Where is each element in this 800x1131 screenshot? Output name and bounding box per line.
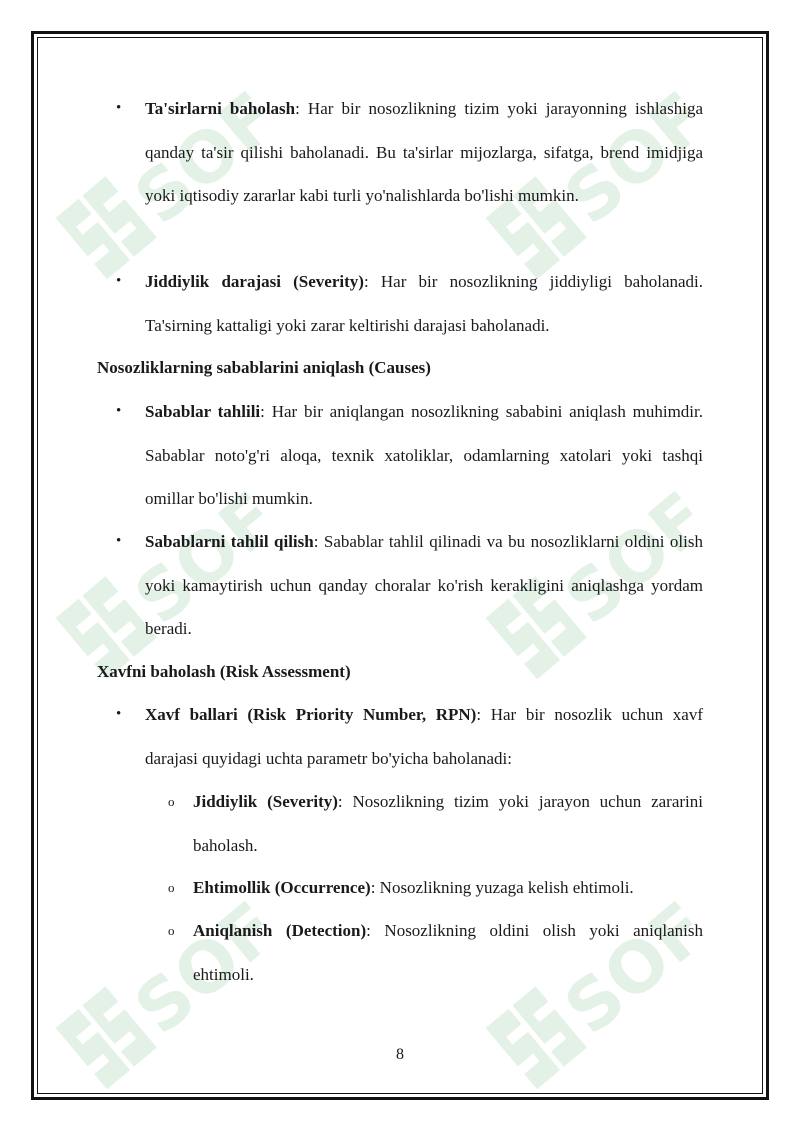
bullet-marker: • (116, 273, 122, 289)
sub-item-jiddiylik (193, 780, 703, 867)
watermark-text: SOFF (549, 454, 733, 641)
sub-bullet-marker: o (168, 794, 175, 809)
section-heading-causes: Nosozliklarning sabablarini aniqlash (Causes) (97, 358, 431, 377)
list-item-sabablarni-tahlil-qilish (145, 520, 703, 651)
bullet-marker: • (116, 100, 122, 116)
watermark-text: SOFF (119, 864, 303, 1051)
list-item-term: Ta'sirlarni baholash (145, 99, 296, 118)
list-item-text: : Har bir nosozlikning tizim yoki jarayonning ishlashiga qanday ta'sir qilishi baholanadi. Bu ta'sirlar mijozlarga, sifatga, brend imidjiga yoki iqtisodiy zararlar kabi turli yo'nalishlarda bo'lishi mumkin. (145, 99, 703, 205)
list-item-term: Sabablarni tahlil qilish (145, 532, 314, 551)
list-item-term: Jiddiylik darajasi (Severity) (145, 272, 364, 291)
list-item-jiddiylik-darajasi (145, 260, 703, 347)
watermark-text: SOFF (549, 864, 733, 1051)
sub-bullet-marker: o (168, 923, 175, 938)
sub-item-aniqlanish (193, 909, 703, 996)
sub-item-text: : Nosozlikning oldini olish yoki aniqlanish ehtimoli. (193, 921, 703, 984)
list-item-text: : Har bir aniqlangan nosozlikning sababini aniqlash muhimdir. Sabablar noto'g'ri aloqa, texnik xatoliklar, odamlarning xatolari yoki tashqi omillar bo'lishi mumkin. (145, 402, 703, 508)
sub-item-ehtimollik (193, 866, 703, 910)
sub-item-text: : Nosozlikning tizim yoki jarayon uchun zararini baholash. (193, 792, 703, 855)
page-number: 8 (396, 1046, 404, 1063)
sub-item-term: Jiddiylik (Severity) (193, 792, 338, 811)
list-item-term: Sabablar tahlili (145, 402, 261, 421)
bullet-marker: • (116, 533, 122, 549)
list-item-text: : Har bir nosozlikning jiddiyligi baholanadi. Ta'sirning kattaligi yoki zarar keltirishi darajasi baholanadi. (145, 272, 704, 335)
list-item-text: : Har bir nosozlik uchun xavf darajasi quyidagi uchta parametr bo'yicha baholanadi: (145, 705, 703, 768)
bullet-marker: • (116, 706, 122, 722)
list-item-text: : Sabablar tahlil qilinadi va bu nosozliklarni oldini olish yoki kamaytirish uchun qanday choralar ko'rish kerakligini aniqlashga yordam beradi. (145, 532, 703, 638)
watermark-text: SOFF (119, 454, 303, 641)
list-item-tasirlarni-baholash (145, 87, 703, 218)
bullet-marker: • (116, 403, 122, 419)
list-item-xavf-ballari (145, 693, 703, 780)
sub-bullet-marker: o (168, 880, 175, 895)
list-item-sabablar-tahlili (145, 390, 703, 521)
section-heading-risk-assessment: Xavfni baholash (Risk Assessment) (97, 662, 351, 681)
watermark-text: SOFF (549, 54, 733, 241)
list-item-term: Xavf ballari (Risk Priority Number, RPN) (145, 705, 477, 724)
watermark-text: SOFF (119, 54, 303, 241)
sub-item-text: : Nosozlikning yuzaga kelish ehtimoli. (370, 878, 634, 897)
sub-item-term: Aniqlanish (Detection) (193, 921, 367, 940)
sub-item-term: Ehtimollik (Occurrence) (193, 878, 371, 897)
